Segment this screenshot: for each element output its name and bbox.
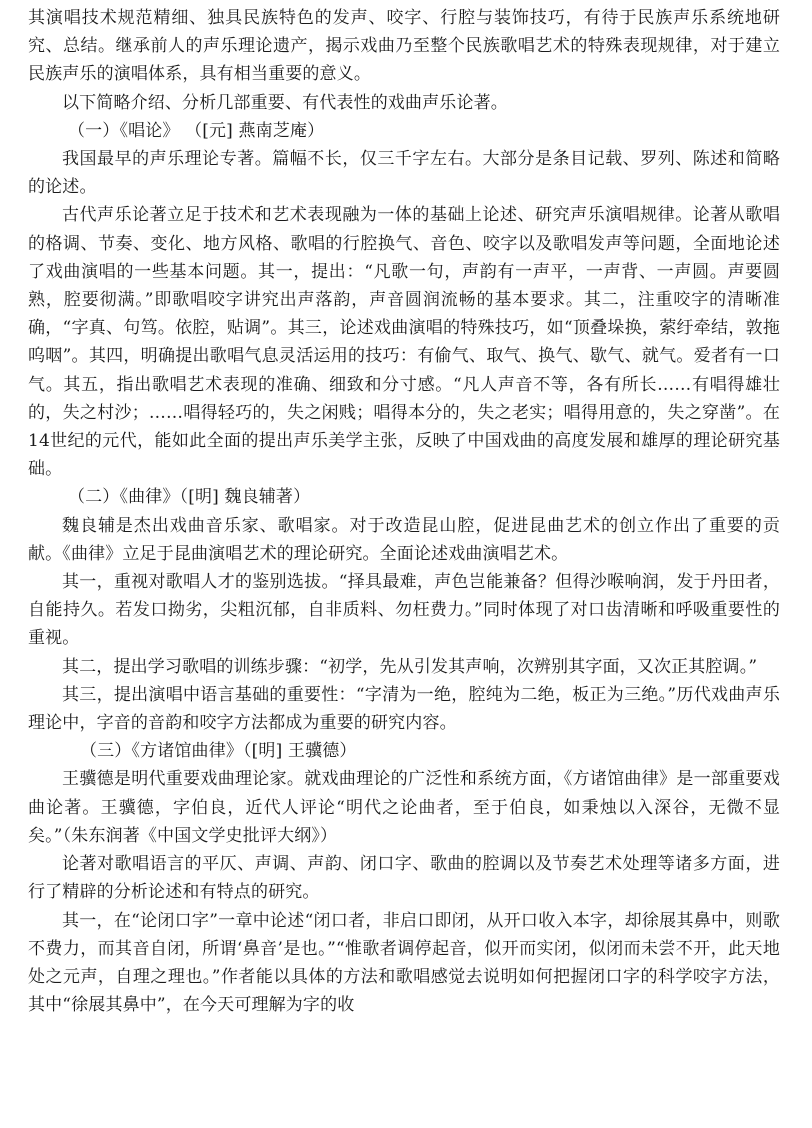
paragraph-continuation: 其演唱技术规范精细、独具民族特色的发声、咬字、行腔与装饰技巧，有待于民族声乐系统地研究、总结。继承前人的声乐理论遗产，揭示戏曲乃至整个民族歌唱艺术的特殊表现规律，对于建立民族声乐的演唱体系，具有相当重要的意义。: [28, 8, 780, 85]
paragraph: 古代声乐论著立足于技术和艺术表现融为一体的基础上论述、研究声乐演唱规律。论著从歌唱的格调、节奏、变化、地方风格、歌唱的行腔换气、音色、咬字以及歌唱发声等问题，全面地论述了戏曲演唱的一些基本问题。其一，提出：“凡歌一句，声韵有一声平，一声背、一声圆。声要圆熟，腔要彻满。”即歌唱咬字讲究出声落韵，声音圆润流畅的基本要求。其二，注重咬字的清晰准确，“字真、句笃。依腔，贴调”。其三，论述戏曲演唱的特殊技巧，如“顶叠垛换，萦纡牵结，敦拖呜咽”。其四，明确提出歌唱气息灵活运用的技巧：有偷气、取气、换气、歇气、就气。爱者有一口气。其五，指出歌唱艺术表现的准确、细致和分寸感。“凡人声音不等，各有所长……有唱得雄壮的，失之村沙；……唱得轻巧的，失之闲贱；唱得本分的，失之老实；唱得用意的，失之穿凿”。在14世纪的元代，能如此全面的提出声乐美学主张，反映了中国戏曲的高度发展和雄厚的理论研究基础。: [28, 205, 780, 480]
paragraph: 王骥德是明代重要戏曲理论家。就戏曲理论的广泛性和系统方面，《方诸馆曲律》是一部重要戏曲论著。王骥德，字伯良，近代人评论“明代之论曲者，至于伯良，如秉烛以入深谷，无微不显矣。”（朱东润著《中国文学史批评大纲》）: [28, 769, 780, 846]
paragraph: 其一，在“论闭口字”一章中论述“闭口者，非启口即闭，从开口收入本字，却徐展其鼻中，则歌不费力，而其音自闭，所谓‘鼻音’是也。”“惟歌者调停起音，似开而实闭，似闭而未尝不开，此天地处之元声，自理之理也。”作者能以具体的方法和歌唱感觉去说明如何把握闭口字的科学咬字方法，其中“徐展其鼻中”，在今天可理解为字的收: [28, 910, 780, 1016]
paragraph: 其三，提出演唱中语言基础的重要性：“字清为一绝，腔纯为二绝，板正为三绝。”历代戏曲声乐理论中，字音的音韵和咬字方法都成为重要的研究内容。: [28, 684, 780, 734]
paragraph-intro: 以下简略介绍、分析几部重要、有代表性的戏曲声乐论著。: [62, 92, 508, 113]
paragraph: 其一，重视对歌唱人才的鉴别选拔。“择具最难，声色岂能兼备？但得沙喉响润，发于丹田者，自能持久。若发口拗劣，尖粗沉郁，自非质料、勿枉费力。”同时体现了对口齿清晰和呼吸重要性的重视。: [28, 572, 780, 649]
document-page: [28, 4, 780, 1019]
section-heading-qulv: （二）《曲律》（[明] 魏良辅著）: [68, 487, 311, 508]
paragraph: 其二，提出学习歌唱的训练步骤：“初学，先从引发其声响，次辨别其字面，又次正其腔调。”: [62, 656, 758, 677]
paragraph: 论著对歌唱语言的平仄、声调、声韵、闭口字、歌曲的腔调以及节奏艺术处理等诸多方面，进行了精辟的分析论述和有特点的研究。: [28, 854, 780, 903]
section-heading-fangzhuguan: （三）《方诸馆曲律》（[明] 王骥德）: [80, 741, 357, 762]
section-heading-changlun: （一）《唱论》 （[元] 燕南芝庵）: [68, 120, 325, 141]
paragraph: 魏良辅是杰出戏曲音乐家、歌唱家。对于改造昆山腔，促进昆曲艺术的创立作出了重要的贡献。《曲律》立足于昆曲演唱艺术的理论研究。全面论述戏曲演唱艺术。: [28, 515, 780, 564]
paragraph: 我国最早的声乐理论专著。篇幅不长，仅三千字左右。大部分是条目记载、罗列、陈述和简略的论述。: [28, 149, 780, 198]
